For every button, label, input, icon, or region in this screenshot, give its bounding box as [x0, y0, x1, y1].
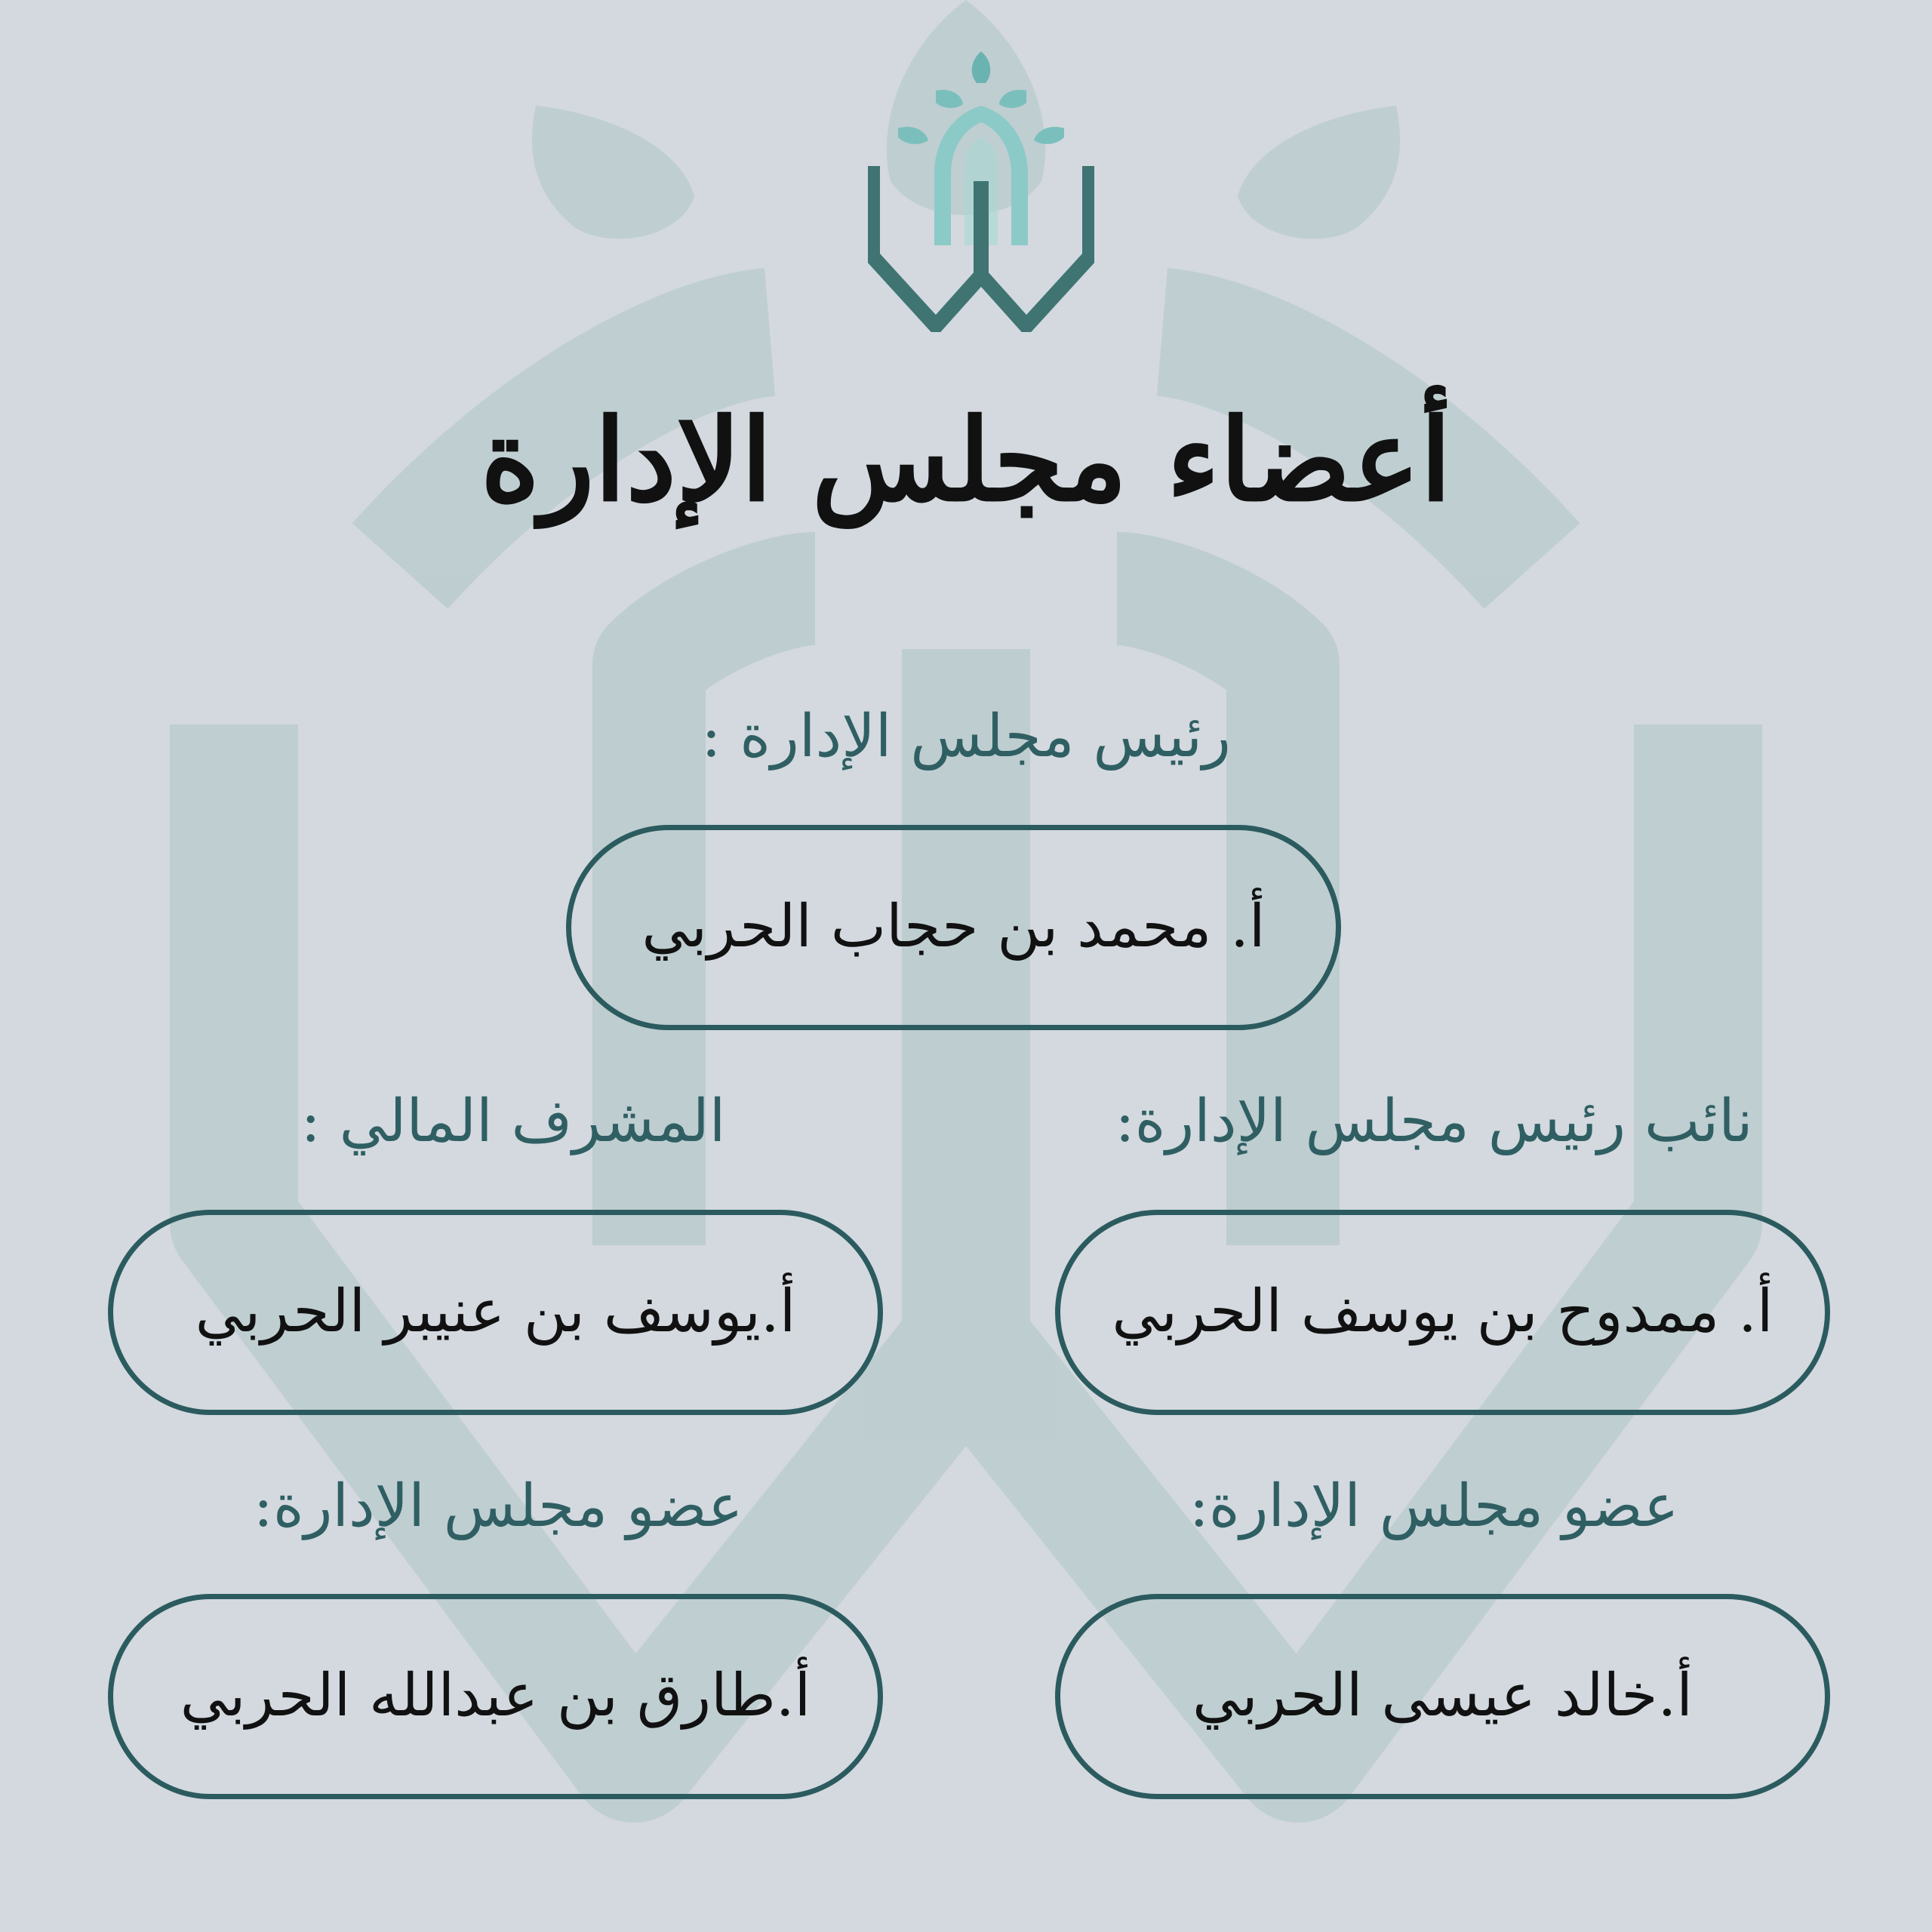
chairman-role-label: رئيس مجلس الإدارة :: [701, 703, 1231, 771]
financial-supervisor-name-pill: [108, 1210, 883, 1415]
vice-chairman-name-pill: [1055, 1210, 1830, 1415]
chairman-name: أ. محمد بن حجاب الحربي: [641, 893, 1266, 961]
financial-supervisor-name: أ.يوسف بن عنيبر الحربي: [195, 1278, 796, 1346]
financial-supervisor-role-label: المشرف المالي :: [300, 1088, 726, 1155]
member-right-name: أ.خالد عيسى الحربي: [1192, 1662, 1693, 1730]
member-right-role-label: عضو مجلس الإدارة:: [1189, 1472, 1679, 1540]
member-left-name: أ.طارق بن عبدالله الحربي: [180, 1662, 811, 1730]
page-title: أعضاء مجلس الإدارة: [480, 394, 1452, 527]
mosque-leaf-logo-icon: [868, 45, 1094, 332]
member-left-name-pill: [108, 1594, 883, 1799]
chairman-name-pill: [566, 825, 1341, 1030]
member-right-name-pill: [1055, 1594, 1830, 1799]
vice-chairman-role-label: نائب رئيس مجلس الإدارة:: [1115, 1088, 1753, 1155]
member-left-role-label: عضو مجلس الإدارة:: [253, 1472, 743, 1540]
vice-chairman-name: أ. ممدوح بن يوسف الحربي: [1112, 1278, 1774, 1346]
